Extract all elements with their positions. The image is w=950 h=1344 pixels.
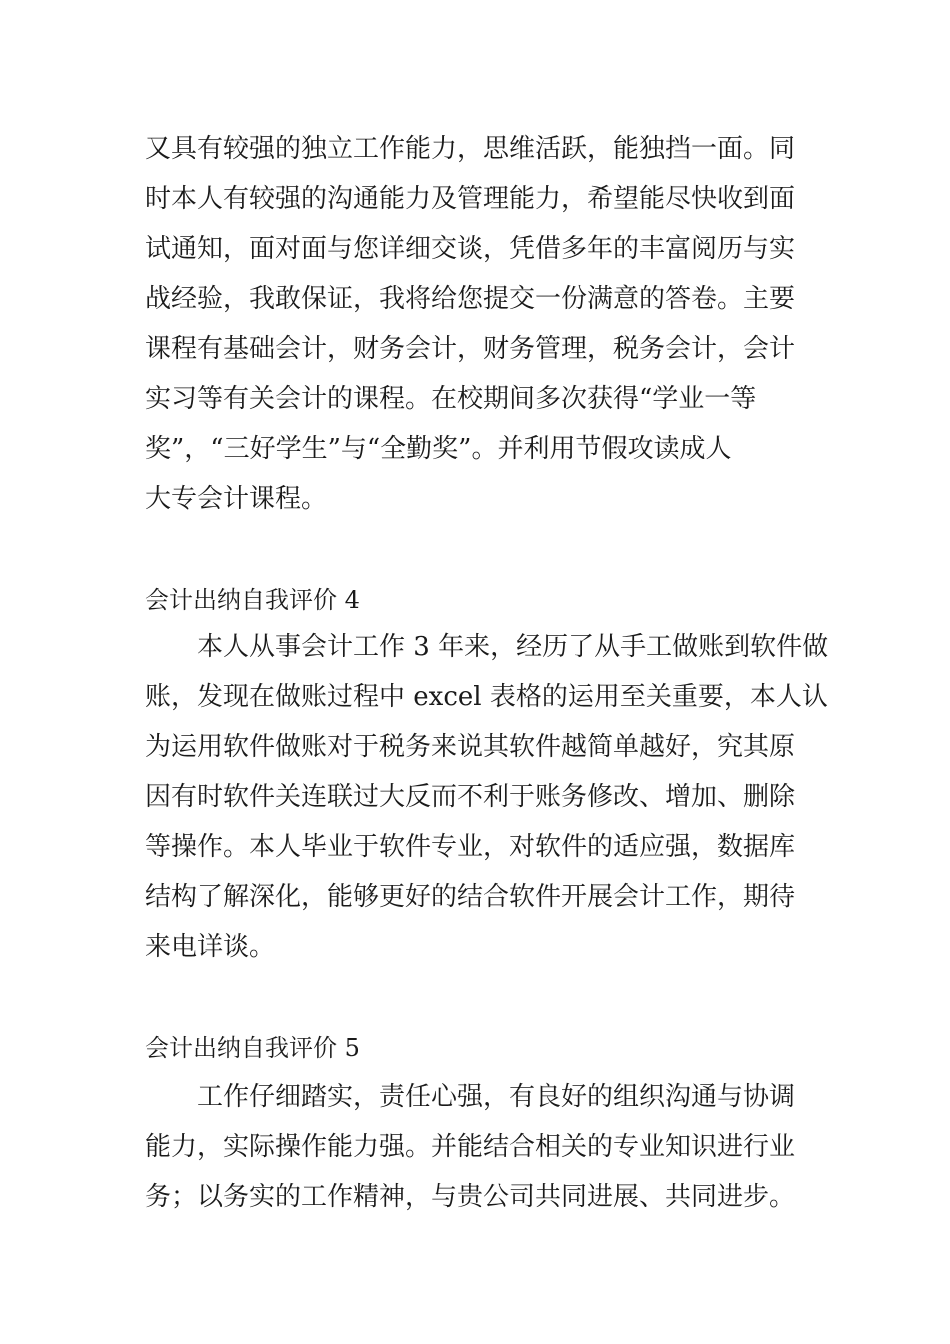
paragraph-line: 能力，实际操作能力强。并能结合相关的专业知识进行业 bbox=[145, 1132, 796, 1162]
paragraph-line: 战经验，我敢保证，我将给您提交一份满意的答卷。主要 bbox=[145, 284, 796, 314]
paragraph-1 bbox=[145, 124, 810, 524]
section-5-paragraph bbox=[145, 1072, 810, 1222]
paragraph-line: 大专会计课程。 bbox=[145, 484, 328, 514]
paragraph-line: 账，发现在做账过程中 excel 表格的运用至关重要，本人认 bbox=[145, 682, 828, 712]
section-4-heading: 会计出纳自我评价 4 bbox=[145, 586, 360, 614]
paragraph-line: 又具有较强的独立工作能力，思维活跃，能独挡一面。同 bbox=[145, 134, 796, 164]
section-5-heading: 会计出纳自我评价 5 bbox=[145, 1034, 360, 1062]
paragraph-line: 本人从事会计工作 3 年来，经历了从手工做账到软件做 bbox=[145, 632, 829, 662]
section-4-paragraph bbox=[145, 622, 829, 972]
paragraph-line: 课程有基础会计，财务会计，财务管理，税务会计，会计 bbox=[145, 334, 796, 364]
paragraph-line: 工作仔细踏实，责任心强，有良好的组织沟通与协调 bbox=[145, 1082, 796, 1112]
paragraph-line: 务；以务实的工作精神，与贵公司共同进展、共同进步。 bbox=[145, 1182, 796, 1212]
paragraph-line: 奖”，“三好学生”与“全勤奖”。并利用节假攻读成人 bbox=[145, 434, 732, 464]
paragraph-line: 试通知，面对面与您详细交谈，凭借多年的丰富阅历与实 bbox=[145, 234, 796, 264]
paragraph-line: 时本人有较强的沟通能力及管理能力，希望能尽快收到面 bbox=[145, 184, 796, 214]
paragraph-line: 来电详谈。 bbox=[145, 932, 276, 962]
paragraph-line: 结构了解深化，能够更好的结合软件开展会计工作，期待 bbox=[145, 882, 796, 912]
paragraph-line: 等操作。本人毕业于软件专业，对软件的适应强，数据库 bbox=[145, 832, 796, 862]
paragraph-line: 因有时软件关连联过大反而不利于账务修改、增加、删除 bbox=[145, 782, 796, 812]
paragraph-line: 为运用软件做账对于税务来说其软件越简单越好，究其原 bbox=[145, 732, 796, 762]
paragraph-line: 实习等有关会计的课程。在校期间多次获得“学业一等 bbox=[145, 384, 757, 414]
